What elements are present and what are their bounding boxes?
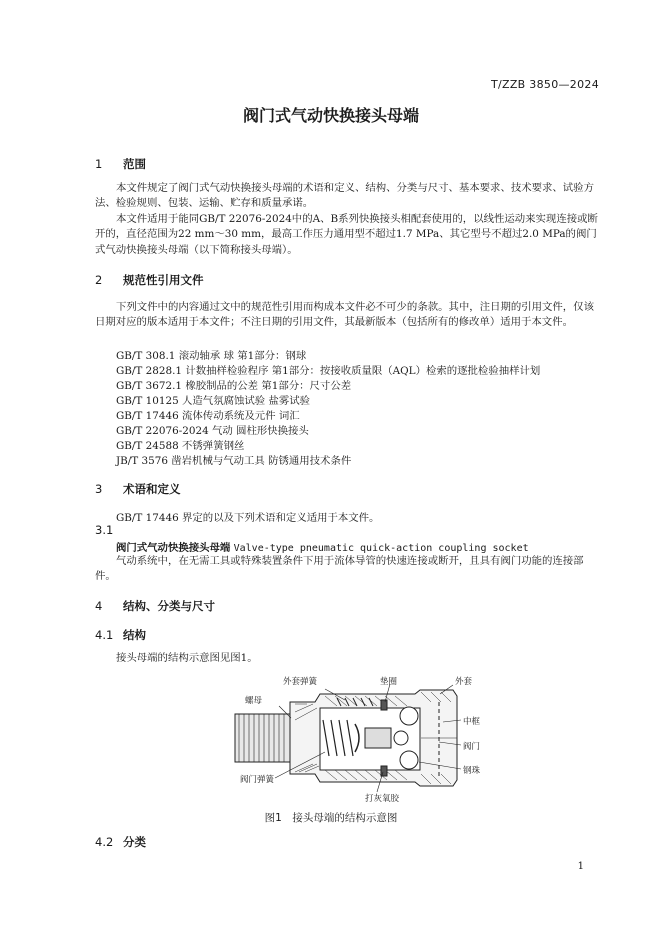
reference-item: JB/T 3576 凿岩机械与气动工具 防锈通用技术条件	[116, 455, 352, 467]
reference-item: GB/T 17446 流体传动系统及元件 词汇	[116, 410, 300, 422]
section-1-heading	[95, 156, 146, 172]
term-number: 3.1	[95, 523, 114, 537]
document-code: T/ZZB 3850—2024	[490, 78, 599, 91]
section-3-paragraph-1: GB/T 17446 界定的以及下列术语和定义适用于本文件。	[116, 512, 380, 524]
label-nut: 螺母	[245, 696, 263, 706]
subsection-title: 分类	[123, 835, 146, 849]
section-number: 1	[95, 157, 103, 171]
label-valve-spring: 阀门弹簧	[240, 775, 275, 785]
section-title: 结构、分类与尺寸	[123, 599, 215, 613]
label-steel-ball: 钢珠	[463, 766, 481, 776]
label-o-ring: 打灰氧胶	[365, 794, 400, 804]
section-1-paragraph-2: 本文件适用于能同GB/T 22076-2024中的A、B系列快换接头相配套使用的，以线性运动来实现连接或断开的，直径范围为22 mm～30 mm，最高工作压力通用型不超过1.7 MPa、其它型号不超过2.0 MPa的阀门式气动快换接头母端（以下简称接头母端）。	[95, 213, 598, 256]
reference-item: GB/T 22076-2024 气动 圆柱形快换接头	[116, 425, 309, 437]
subsection-title: 结构	[123, 628, 146, 642]
section-4-heading	[95, 598, 215, 614]
label-washer: 垫圈	[380, 677, 398, 687]
figure-caption: 图1 接头母端的结构示意图	[264, 812, 398, 824]
subsection-4-2-heading	[95, 834, 146, 850]
subsection-4-1-heading	[95, 627, 146, 643]
term-entry	[116, 539, 529, 554]
term-chinese: 阀门式气动快换接头母端	[116, 542, 231, 554]
reference-item: GB/T 308.1 滚动轴承 球 第1部分：钢球	[116, 350, 307, 362]
section-title: 范围	[123, 157, 146, 171]
term-definition: 气动系统中，在无需工具或特殊装置条件下用于流体导管的快速连接或断开，且具有阀门功能的连接部件。	[95, 555, 584, 583]
subsection-4-1-paragraph: 接头母端的结构示意图见图1。	[116, 652, 258, 664]
term-english: Valve-type pneumatic quick-action coupling socket	[233, 543, 529, 554]
section-number: 2	[95, 273, 103, 287]
section-3-heading	[95, 481, 181, 497]
label-valve: 阀门	[463, 742, 481, 752]
coupling-socket-diagram	[225, 672, 485, 812]
section-number: 3	[95, 482, 103, 496]
section-2-heading	[95, 272, 204, 288]
reference-item: GB/T 3672.1 橡胶制品的公差 第1部分：尺寸公差	[116, 380, 352, 392]
section-1-paragraph-1: 本文件规定了阀门式气动快换接头母端的术语和定义、结构、分类与尺寸、基本要求、技术要求、试验方法、检验规则、包装、运输、贮存和质量承诺。	[95, 182, 594, 210]
document-title: 阀门式气动快换接头母端	[242, 106, 419, 125]
label-middle-frame: 中框	[463, 717, 481, 727]
label-outer-spring: 外套弹簧	[283, 677, 318, 687]
coupling-socket-drawing	[225, 672, 485, 812]
subsection-number: 4.2	[95, 835, 114, 849]
section-number: 4	[95, 599, 103, 613]
reference-item: GB/T 24588 不锈弹簧钢丝	[116, 440, 245, 452]
label-outer-sleeve: 外套	[455, 677, 473, 687]
section-title: 规范性引用文件	[123, 273, 204, 287]
section-title: 术语和定义	[123, 482, 181, 496]
reference-item: GB/T 2828.1 计数抽样检验程序 第1部分：按接收质量限（AQL）检索的逐批检验抽样计划	[116, 365, 541, 377]
section-2-paragraph-1: 下列文件中的内容通过文中的规范性引用而构成本文件必不可少的条款。其中，注日期的引用文件，仅该日期对应的版本适用于本文件；不注日期的引用文件，其最新版本（包括所有的修改单）适用于本文件。	[95, 301, 594, 329]
subsection-number: 4.1	[95, 628, 114, 642]
reference-item: GB/T 10125 人造气氛腐蚀试验 盐雾试验	[116, 395, 311, 407]
page-number: 1	[577, 861, 584, 872]
